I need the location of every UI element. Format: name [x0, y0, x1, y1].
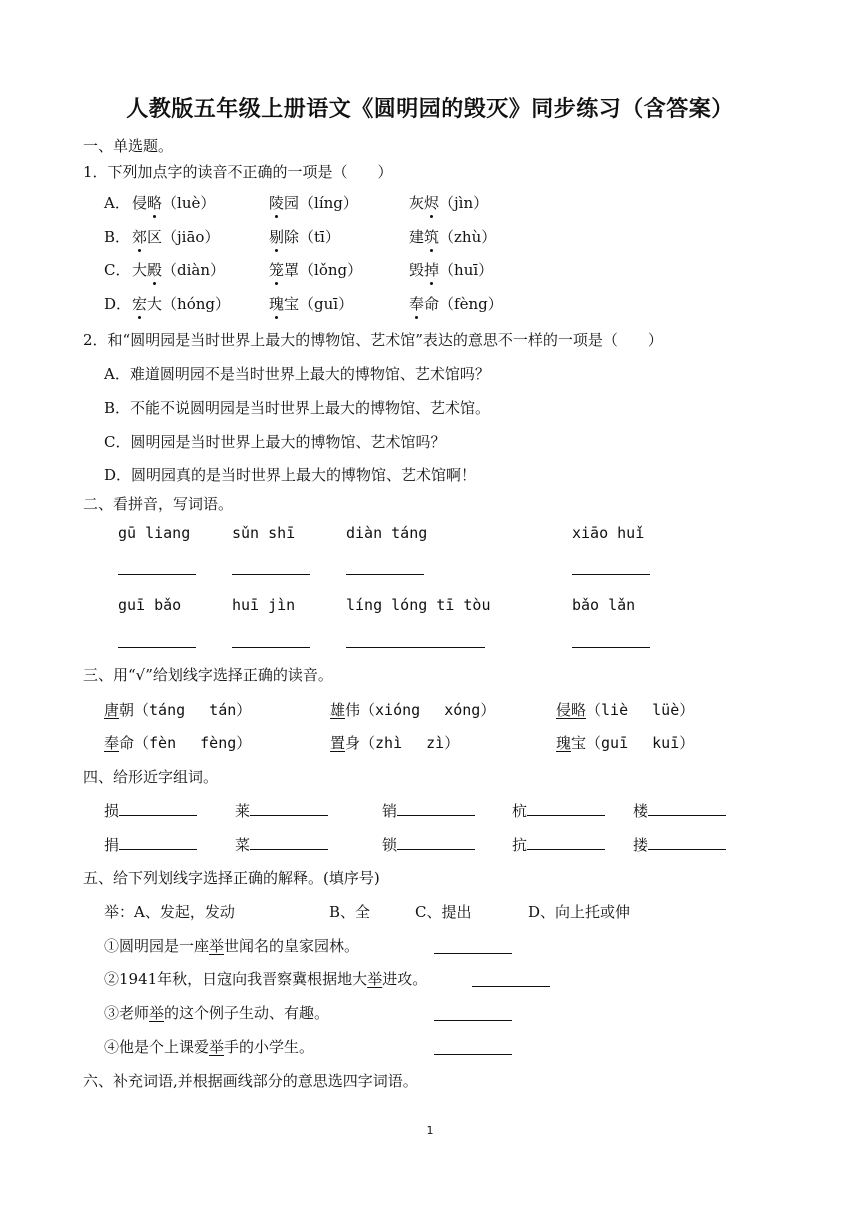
word-part: 区 — [147, 228, 163, 246]
option-word — [269, 260, 362, 280]
section-3-heading: 三、用“√”给划线字选择正确的读音。 — [83, 666, 333, 684]
pinyin-reading: （hóng） — [162, 295, 230, 313]
pinyin-choices[interactable]: （xióng xóng） — [360, 701, 496, 719]
answer-blank[interactable] — [250, 835, 328, 850]
sentence-part: 的这个例子生动、有趣。 — [164, 1004, 330, 1022]
section-4-heading: 四、给形近字组词。 — [83, 768, 219, 786]
answer-blank[interactable] — [232, 574, 310, 575]
answer-blank[interactable] — [397, 835, 475, 850]
answer-blank[interactable] — [119, 801, 197, 816]
character: 菜 — [235, 836, 251, 854]
character-item — [104, 801, 197, 821]
pinyin-reading: （fèng） — [439, 295, 503, 313]
word-part: 大 — [147, 295, 163, 313]
option-word — [409, 260, 493, 280]
pinyin-item: guī bǎo — [118, 596, 182, 614]
character-item — [512, 835, 605, 855]
answer-blank[interactable] — [434, 1054, 512, 1055]
word-part: 园 — [284, 194, 300, 212]
option-word — [409, 227, 496, 247]
question-2-option-a: A．难道圆明园不是当时世界上最大的博物馆、艺术馆吗？ — [104, 365, 490, 383]
option-word — [269, 227, 340, 247]
character: 楼 — [633, 802, 649, 820]
question-2-option-c: C．圆明园是当时世界上最大的博物馆、艺术馆吗？ — [104, 433, 446, 451]
word-part: 侵 — [132, 194, 148, 212]
word-part: 毁 — [409, 261, 425, 279]
underlined-character: 瑰 — [556, 734, 572, 752]
underlined-character: 奉 — [104, 734, 120, 752]
definition-item — [104, 1003, 329, 1023]
pronunciation-item — [330, 733, 459, 753]
character: 锁 — [382, 836, 398, 854]
option-word — [132, 294, 230, 314]
underlined-character: 唐 — [104, 701, 120, 719]
page-number: 1 — [426, 1124, 434, 1137]
word-part: 大 — [132, 261, 148, 279]
pinyin-reading: （líng） — [299, 194, 358, 212]
sentence-part: ④他是个上课爱 — [104, 1038, 210, 1056]
pinyin-choices[interactable]: （táng tán） — [134, 701, 252, 719]
dotted-character: 掉 — [424, 261, 440, 279]
definition-d: D、向上托或伸 — [528, 903, 631, 921]
character-item — [235, 835, 328, 855]
section-1-heading: 一、单选题。 — [83, 137, 174, 155]
answer-blank[interactable] — [572, 574, 650, 575]
answer-blank[interactable] — [472, 986, 550, 987]
dotted-character: 笼 — [269, 261, 285, 279]
underlined-character: 置 — [330, 734, 346, 752]
option-word — [409, 193, 488, 213]
pinyin-reading: （diàn） — [162, 261, 226, 279]
pinyin-item: gū liang — [118, 524, 191, 542]
word-part: 命 — [424, 295, 440, 313]
answer-blank[interactable] — [346, 574, 424, 575]
pinyin-item: bǎo lǎn — [572, 596, 636, 614]
underlined-character: 举 — [209, 1038, 225, 1056]
pinyin-reading: （tī） — [299, 228, 340, 246]
character: 抗 — [512, 836, 528, 854]
question-2-stem: 2．和“圆明园是当时世界上最大的博物馆、艺术馆”表达的意思不一样的一项是（ ） — [83, 331, 663, 349]
pinyin-choices[interactable]: （liè lüè） — [586, 701, 695, 719]
section-2-heading: 二、看拼音，写词语。 — [83, 495, 234, 513]
sentence-part: 手的小学生。 — [224, 1038, 315, 1056]
dotted-character: 宏 — [132, 295, 148, 313]
section-5-heading: 五、给下列划线字选择正确的解释。(填序号) — [83, 869, 380, 887]
definition-b: B、全 — [329, 903, 371, 921]
pinyin-item: líng lóng tī tòu — [346, 596, 491, 614]
pronunciation-item — [330, 700, 495, 720]
answer-blank[interactable] — [118, 647, 196, 648]
question-2-option-b: B．不能不说圆明园是当时世界上最大的博物馆、艺术馆。 — [104, 399, 491, 417]
option-label: A． — [104, 194, 130, 212]
sentence-part: 世闻名的皇家园林。 — [224, 937, 360, 955]
pinyin-reading: （guī） — [299, 295, 354, 313]
underlined-character: 雄 — [330, 701, 346, 719]
underlined-character: 举 — [367, 970, 383, 988]
character-item — [104, 835, 197, 855]
answer-blank[interactable] — [232, 647, 310, 648]
character-item — [382, 801, 475, 821]
option-word — [132, 193, 215, 213]
dotted-character: 瑰 — [269, 295, 285, 313]
question-2-option-d: D．圆明园真的是当时世界上最大的博物馆、艺术馆啊！ — [104, 466, 477, 484]
answer-blank[interactable] — [397, 801, 475, 816]
dotted-character: 殿 — [147, 261, 163, 279]
character-item — [512, 801, 605, 821]
character: 杭 — [512, 802, 528, 820]
character: 损 — [104, 802, 120, 820]
option-word — [409, 294, 503, 314]
underlined-character: 侵略 — [556, 701, 587, 719]
pinyin-reading: （huī） — [439, 261, 494, 279]
dotted-character: 筑 — [424, 228, 440, 246]
answer-blank[interactable] — [648, 835, 726, 850]
word-part: 朝 — [119, 701, 135, 719]
character: 销 — [382, 802, 398, 820]
word-part: 伟 — [345, 701, 361, 719]
option-word — [132, 260, 225, 280]
sentence-part: 进攻。 — [382, 970, 428, 988]
answer-blank[interactable] — [434, 953, 512, 954]
pronunciation-item — [104, 700, 251, 720]
answer-blank[interactable] — [648, 801, 726, 816]
pinyin-item: huī jìn — [232, 596, 296, 614]
pinyin-item: sǔn shī — [232, 524, 296, 542]
sentence-part: ②1941年秋，日寇向我晋察冀根据地大 — [104, 970, 368, 988]
character: 莱 — [235, 802, 251, 820]
dotted-character: 郊 — [132, 228, 148, 246]
word-part: 罩 — [284, 261, 300, 279]
word-part: 身 — [345, 734, 361, 752]
answer-blank[interactable] — [434, 1020, 512, 1021]
pinyin-reading: （lǒng） — [299, 261, 363, 279]
definition-item — [104, 969, 427, 989]
page-title: 人教版五年级上册语文《圆明园的毁灭》同步练习（含答案） — [126, 96, 734, 122]
pronunciation-item — [556, 733, 694, 753]
pronunciation-item — [556, 700, 694, 720]
option-label: D． — [104, 295, 132, 313]
definition-c: C、提出 — [415, 903, 472, 921]
answer-blank[interactable] — [527, 835, 605, 850]
answer-blank[interactable] — [572, 647, 650, 648]
word-part: 宝 — [571, 734, 587, 752]
dotted-character: 烬 — [424, 194, 440, 212]
pinyin-choices[interactable]: （fèn fèng） — [134, 734, 252, 752]
underlined-character: 举 — [149, 1004, 165, 1022]
character-item — [235, 801, 328, 821]
option-word — [132, 227, 219, 247]
sentence-part: ①圆明园是一座 — [104, 937, 210, 955]
character: 搂 — [633, 836, 649, 854]
option-label: B． — [104, 228, 131, 246]
answer-blank[interactable] — [250, 801, 328, 816]
section-6-heading: 六、补充词语,并根据画线部分的意思选四字词语。 — [83, 1072, 418, 1090]
definition-item — [104, 936, 359, 956]
character-item — [633, 801, 726, 821]
answer-blank[interactable] — [346, 647, 485, 648]
option-word — [269, 294, 353, 314]
word-part: 除 — [284, 228, 300, 246]
pinyin-reading: （zhù） — [439, 228, 497, 246]
underlined-character: 举 — [209, 937, 225, 955]
answer-blank[interactable] — [527, 801, 605, 816]
question-1-stem: 1．下列加点字的读音不正确的一项是（ ） — [83, 163, 393, 181]
option-label: C． — [104, 261, 131, 279]
answer-blank[interactable] — [119, 835, 197, 850]
answer-blank[interactable] — [118, 574, 196, 575]
pronunciation-item — [104, 733, 251, 753]
character: 捐 — [104, 836, 120, 854]
pinyin-reading: （jìn） — [439, 194, 489, 212]
pinyin-reading: （jiāo） — [162, 228, 220, 246]
dotted-character: 奉 — [409, 295, 425, 313]
pinyin-choices[interactable]: （zhì zì） — [360, 734, 460, 752]
pinyin-choices[interactable]: （guī kuī） — [586, 734, 695, 752]
pinyin-item: diàn táng — [346, 524, 428, 542]
sentence-part: ③老师 — [104, 1004, 150, 1022]
definition-item — [104, 1037, 314, 1057]
pinyin-item: xiāo huǐ — [572, 524, 645, 542]
pinyin-reading: （luè） — [162, 194, 216, 212]
character-item — [382, 835, 475, 855]
word-part: 命 — [119, 734, 135, 752]
dotted-character: 略 — [147, 194, 163, 212]
dotted-character: 陵 — [269, 194, 285, 212]
definition-a: 举：A、发起，发动 — [104, 903, 235, 921]
dotted-character: 剔 — [269, 228, 285, 246]
word-part: 灰 — [409, 194, 425, 212]
word-part: 建 — [409, 228, 425, 246]
word-part: 宝 — [284, 295, 300, 313]
character-item — [633, 835, 726, 855]
option-word — [269, 193, 358, 213]
